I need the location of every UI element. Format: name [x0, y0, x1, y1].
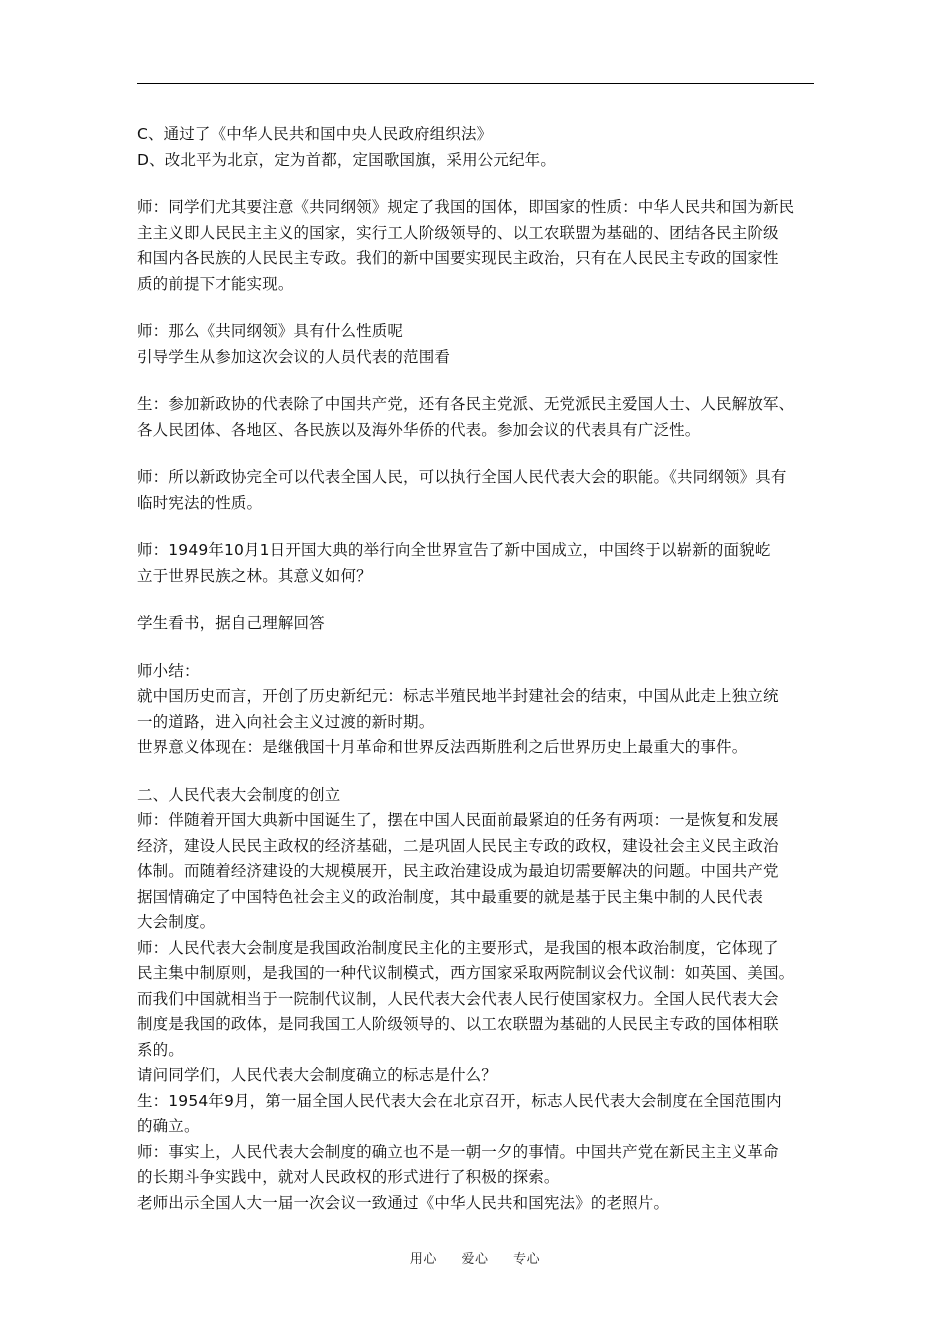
footer-item: 用心	[409, 1252, 437, 1267]
paragraph-line: 老师出示全国人大一届一次会议一致通过《中华人民共和国宪法》的老照片。	[137, 1193, 670, 1212]
paragraph-line: 师：1949年10月1日开国大典的举行向全世界宣告了新中国成立，中国终于以崭新的面貌屹	[137, 541, 771, 559]
paragraph-line: 制度是我国的政体，是同我国工人阶级领导的、以工农联盟为基础的人民民主专政的国体相联	[137, 1015, 779, 1033]
paragraph-line: 系的。	[137, 1040, 184, 1059]
paragraph-line: 就中国历史而言，开创了历史新纪元：标志半殖民地半封建社会的结束，中国从此走上独立统	[137, 687, 779, 705]
page-footer	[0, 1248, 950, 1267]
paragraph-line: 师：那么《共同纲领》具有什么性质呢	[137, 322, 404, 340]
footer-item: 专心	[513, 1252, 541, 1267]
paragraph-line: 师：所以新政协完全可以代表全国人民，可以执行全国人民代表大会的职能。《共同纲领》具有	[137, 468, 787, 486]
paragraph-line: 师：人民代表大会制度是我国政治制度民主化的主要形式，是我国的根本政治制度，它体现了	[137, 938, 779, 957]
paragraph-line: 师：同学们尤其要注意《共同纲领》规定了我国的国体，即国家的性质：中华人民共和国为新民	[137, 198, 795, 216]
paragraph-line: 和国内各民族的人民民主专政。我们的新中国要实现民主政治，只有在人民民主专政的国家性	[137, 249, 779, 267]
paragraph-line: 质的前提下才能实现。	[137, 274, 294, 293]
paragraph-line: 体制。而随着经济建设的大规模展开，民主政治建设成为最迫切需要解决的问题。中国共产党	[137, 862, 779, 880]
paragraph-line: 的长期斗争实践中，就对人民政权的形式进行了积极的探索。	[137, 1168, 560, 1186]
paragraph-line: 师小结：	[137, 661, 200, 680]
paragraph-line: 立于世界民族之林。其意义如何？	[137, 566, 372, 585]
paragraph-line: 民主集中制原则，是我国的一种代议制模式，西方国家采取两院制议会代议制：如英国、美国。	[137, 964, 795, 982]
footer-item: 爱心	[461, 1252, 489, 1267]
paragraph-line: 生：1954年9月，第一届全国人民代表大会在北京召开，标志人民代表大会制度在全国范围内	[137, 1091, 782, 1110]
paragraph-line: 学生看书，据自己理解回答	[137, 614, 325, 632]
document-body	[137, 122, 817, 1216]
paragraph-line: 一的道路，进入向社会主义过渡的新时期。	[137, 712, 435, 731]
paragraph-line: 临时宪法的性质。	[137, 493, 263, 512]
paragraph-line: 师：事实上，人民代表大会制度的确立也不是一朝一夕的事情。中国共产党在新民主主义革命	[137, 1142, 779, 1161]
paragraph-line: 师：伴随着开国大典新中国诞生了，摆在中国人民面前最紧迫的任务有两项：一是恢复和发展	[137, 811, 779, 829]
section-heading: 二、人民代表大会制度的创立	[137, 785, 341, 804]
paragraph-line: 据国情确定了中国特色社会主义的政治制度，其中最重要的就是基于民主集中制的人民代表	[137, 887, 764, 906]
paragraph-line: 的确立。	[137, 1117, 200, 1135]
paragraph-line: 请问同学们，人民代表大会制度确立的标志是什么？	[137, 1066, 497, 1084]
paragraph-line: 而我们中国就相当于一院制代议制，人民代表大会代表人民行使国家权力。全国人民代表大会	[137, 989, 779, 1008]
paragraph-line: 世界意义体现在：是继俄国十月革命和世界反法西斯胜利之后世界历史上最重大的事件。	[137, 738, 748, 756]
option-c-line: C、通过了《中华人民共和国中央人民政府组织法》	[137, 125, 493, 143]
header-rule	[137, 83, 814, 84]
paragraph-line: 大会制度。	[137, 913, 216, 931]
paragraph-line: 各人民团体、各地区、各民族以及海外华侨的代表。参加会议的代表具有广泛性。	[137, 420, 701, 439]
paragraph-line: 生：参加新政协的代表除了中国共产党，还有各民主党派、无党派民主爱国人士、人民解放军、	[137, 395, 795, 413]
paragraph-line: 主主义即人民民主主义的国家，实行工人阶级领导的、以工农联盟为基础的、团结各民主阶级	[137, 223, 779, 242]
paragraph-line: 引导学生从参加这次会议的人员代表的范围看	[137, 347, 451, 366]
option-d-line: D、改北平为北京，定为首都，定国歌国旗，采用公元纪年。	[137, 150, 556, 169]
paragraph-line: 经济，建设人民民主政权的经济基础，二是巩固人民民主专政的政权，建设社会主义民主政治	[137, 836, 779, 855]
